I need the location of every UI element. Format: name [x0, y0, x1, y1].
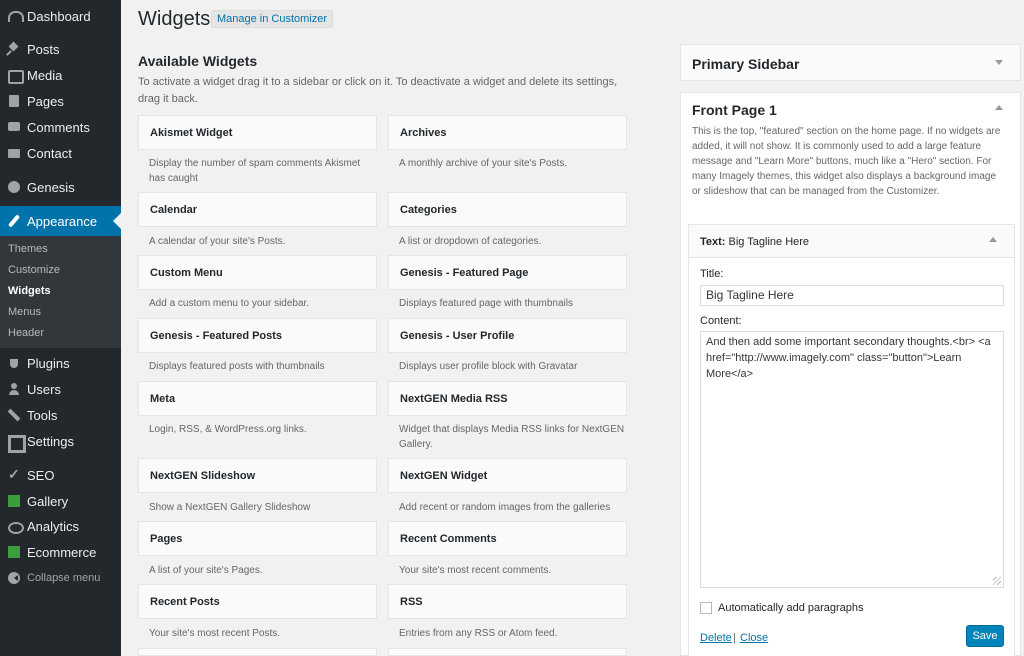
- widget-description: Displays featured page with thumbnails: [399, 298, 573, 309]
- widget-rss[interactable]: [388, 584, 627, 619]
- chevron-up-icon[interactable]: [995, 101, 1003, 110]
- menu-label: Contact: [27, 145, 72, 161]
- collapse-label: Collapse menu: [27, 572, 101, 584]
- menu-item-settings[interactable]: [0, 428, 121, 454]
- menu-label: Dashboard: [27, 8, 91, 24]
- widget-genesis-featured-posts[interactable]: [138, 318, 377, 353]
- menu-item-posts[interactable]: [0, 36, 121, 62]
- menu-item-genesis[interactable]: [0, 174, 121, 200]
- widget-description: Display the number of spam comments Akismet has caught: [149, 158, 361, 184]
- comment-icon: [7, 120, 21, 134]
- front-page-sidebar: [680, 92, 1021, 656]
- widget-title: Recent Posts: [150, 595, 220, 608]
- menu-item-ecommerce[interactable]: [0, 539, 121, 565]
- menu-item-gallery[interactable]: [0, 488, 121, 514]
- chevron-up-icon[interactable]: [989, 233, 997, 242]
- widget-nextgen-slideshow[interactable]: [138, 458, 377, 493]
- submenu-themes[interactable]: Themes: [8, 243, 48, 255]
- menu-label: Posts: [27, 41, 60, 57]
- submenu-widgets[interactable]: Widgets: [8, 285, 51, 297]
- text-widget-header[interactable]: [689, 225, 1014, 258]
- menu-item-plugins[interactable]: [0, 350, 121, 376]
- widget-description: Entries from any RSS or Atom feed.: [399, 628, 558, 639]
- title-label: Title:: [700, 268, 724, 280]
- widget-title: Archives: [400, 126, 447, 139]
- widget-description: Show a NextGEN Gallery Slideshow: [149, 502, 311, 513]
- menu-label: Appearance: [27, 213, 98, 229]
- widget-title: Genesis - Featured Posts: [150, 329, 283, 342]
- widget-description: A list of your site's Pages.: [149, 565, 263, 576]
- menu-label: Ecommerce: [27, 544, 97, 560]
- collapse-icon: [7, 571, 21, 585]
- menu-label: Genesis: [27, 179, 75, 195]
- widget-categories[interactable]: [388, 192, 627, 227]
- delete-link[interactable]: Delete: [700, 632, 732, 644]
- menu-label: Gallery: [27, 493, 69, 509]
- gallery-icon: [7, 494, 21, 508]
- widget-description: Widget that displays Media RSS links for NextGEN Gallery.: [399, 424, 625, 450]
- widget-description: A calendar of your site's Posts.: [149, 236, 286, 247]
- page-title: Widgets: [138, 8, 211, 30]
- primary-sidebar-title: Primary Sidebar: [692, 56, 800, 72]
- widget-title: Calendar: [150, 203, 198, 216]
- menu-label: Settings: [27, 433, 74, 449]
- chevron-down-icon[interactable]: [995, 60, 1003, 69]
- menu-item-tools[interactable]: [0, 402, 121, 428]
- menu-label: Pages: [27, 93, 64, 109]
- widget-title: Categories: [400, 203, 457, 216]
- widget-description: Add a custom menu to your sidebar.: [149, 298, 310, 309]
- front-page-description: This is the top, "featured" section on the home page. If no widgets are added, it will not show. It is commonly used to add a large feature message and "Learn More" buttons, much like a "Hero" section. For many Imagely themes, this widget also displays a background image or slideshow that can be managed from the Customizer.: [692, 126, 1001, 197]
- tools-icon: [7, 408, 21, 422]
- widget-title: NextGEN Slideshow: [150, 469, 256, 482]
- widget-title: Meta: [150, 392, 176, 405]
- widget-nextgen-widget[interactable]: [388, 458, 627, 493]
- menu-item-users[interactable]: [0, 376, 121, 402]
- menu-label: Users: [27, 381, 61, 397]
- widget-akismet[interactable]: [138, 115, 377, 150]
- menu-label: Tools: [27, 407, 58, 423]
- widget-custom-menu[interactable]: [138, 255, 377, 290]
- admin-menu: [0, 0, 121, 656]
- menu-item-analytics[interactable]: [0, 513, 121, 539]
- analytics-icon: [7, 519, 21, 533]
- menu-item-media[interactable]: [0, 62, 121, 88]
- menu-label: Analytics: [27, 518, 80, 534]
- dashboard-icon: [7, 9, 21, 23]
- widget-genesis-user-profile[interactable]: [388, 318, 627, 353]
- widget-description: Displays user profile block with Gravatar: [399, 361, 578, 372]
- widget-description: Add recent or random images from the galleries: [399, 502, 611, 513]
- widget-partial[interactable]: [388, 648, 627, 656]
- widget-pages[interactable]: [138, 521, 377, 556]
- available-widgets-description: To activate a widget drag it to a sidebar or click on it. To deactivate a widget and delete its settings, drag it back.: [138, 76, 618, 105]
- widget-description: Your site's most recent comments.: [399, 565, 552, 576]
- widget-meta[interactable]: [138, 381, 377, 416]
- menu-item-appearance[interactable]: [0, 206, 121, 236]
- submenu-menus[interactable]: Menus: [8, 306, 42, 318]
- widget-title: Custom Menu: [150, 266, 223, 279]
- menu-label: Plugins: [27, 355, 70, 371]
- ecommerce-icon: [7, 545, 21, 559]
- widget-type-label: Text:: [700, 236, 726, 248]
- settings-icon: [7, 434, 21, 448]
- genesis-icon: [7, 180, 21, 194]
- widget-title: NextGEN Widget: [400, 469, 488, 482]
- close-link[interactable]: Close: [740, 632, 769, 644]
- widget-recent-posts[interactable]: [138, 584, 377, 619]
- widget-description: Your site's most recent Posts.: [149, 628, 281, 639]
- menu-item-seo[interactable]: [0, 462, 121, 488]
- widget-calendar[interactable]: [138, 192, 377, 227]
- widget-instance-title: Big Tagline Here: [728, 236, 810, 248]
- save-button[interactable]: Save: [966, 625, 1004, 647]
- mail-icon: [7, 146, 21, 160]
- menu-label: Media: [27, 67, 63, 83]
- menu-item-contact[interactable]: [0, 140, 121, 166]
- widget-title: Recent Comments: [400, 532, 497, 545]
- widget-archives[interactable]: [388, 115, 627, 150]
- submenu-header[interactable]: Header: [8, 327, 45, 339]
- content-value: And then add some important secondary thoughts.<br> <a href="http://www.imagely.com" class="button">Learn More</a>: [706, 336, 991, 380]
- widget-title: Pages: [150, 532, 183, 545]
- text-widget: [688, 224, 1015, 656]
- widget-description: A list or dropdown of categories.: [399, 236, 542, 247]
- auto-paragraph-label: Automatically add paragraphs: [718, 602, 864, 614]
- content-textarea[interactable]: [700, 331, 1004, 588]
- brush-icon: [7, 214, 21, 228]
- users-icon: [7, 382, 21, 396]
- pin-icon: [7, 42, 21, 56]
- content-label: Content:: [700, 315, 742, 327]
- plugin-icon: [7, 356, 21, 370]
- pages-icon: [7, 94, 21, 108]
- media-icon: [7, 68, 21, 82]
- menu-item-pages[interactable]: [0, 88, 121, 114]
- collapse-menu-button[interactable]: [0, 565, 121, 591]
- title-input[interactable]: Big Tagline Here: [700, 285, 1004, 306]
- widget-title: RSS: [400, 595, 423, 608]
- widget-title: NextGEN Media RSS: [400, 392, 508, 405]
- menu-item-dashboard[interactable]: [0, 3, 121, 29]
- widget-description: A monthly archive of your site's Posts.: [399, 158, 568, 169]
- manage-in-customizer-button[interactable]: Manage in Customizer: [211, 10, 333, 28]
- primary-sidebar[interactable]: [680, 44, 1021, 81]
- widget-partial[interactable]: [138, 648, 377, 656]
- widget-title: Akismet Widget: [150, 126, 233, 139]
- widget-genesis-featured-page[interactable]: [388, 255, 627, 290]
- front-page-title[interactable]: Front Page 1: [692, 102, 777, 118]
- resize-handle-icon[interactable]: [993, 577, 1001, 585]
- widget-title: Genesis - User Profile: [400, 329, 515, 342]
- seo-icon: [7, 468, 21, 482]
- text-widget-header-label: [700, 236, 809, 248]
- link-separator: |: [733, 632, 736, 644]
- widget-title: Genesis - Featured Page: [400, 266, 529, 279]
- widget-description: Login, RSS, & WordPress.org links.: [149, 424, 307, 435]
- available-widgets-title: Available Widgets: [138, 53, 258, 69]
- menu-label: SEO: [27, 467, 55, 483]
- widget-description: Displays featured posts with thumbnails: [149, 361, 325, 372]
- appearance-submenu: [0, 236, 121, 348]
- menu-label: Comments: [27, 119, 90, 135]
- widget-nextgen-media-rss[interactable]: [388, 381, 627, 416]
- menu-item-comments[interactable]: [0, 114, 121, 140]
- submenu-customize[interactable]: Customize: [8, 264, 60, 276]
- widget-recent-comments[interactable]: [388, 521, 627, 556]
- auto-paragraph-checkbox[interactable]: [700, 602, 712, 614]
